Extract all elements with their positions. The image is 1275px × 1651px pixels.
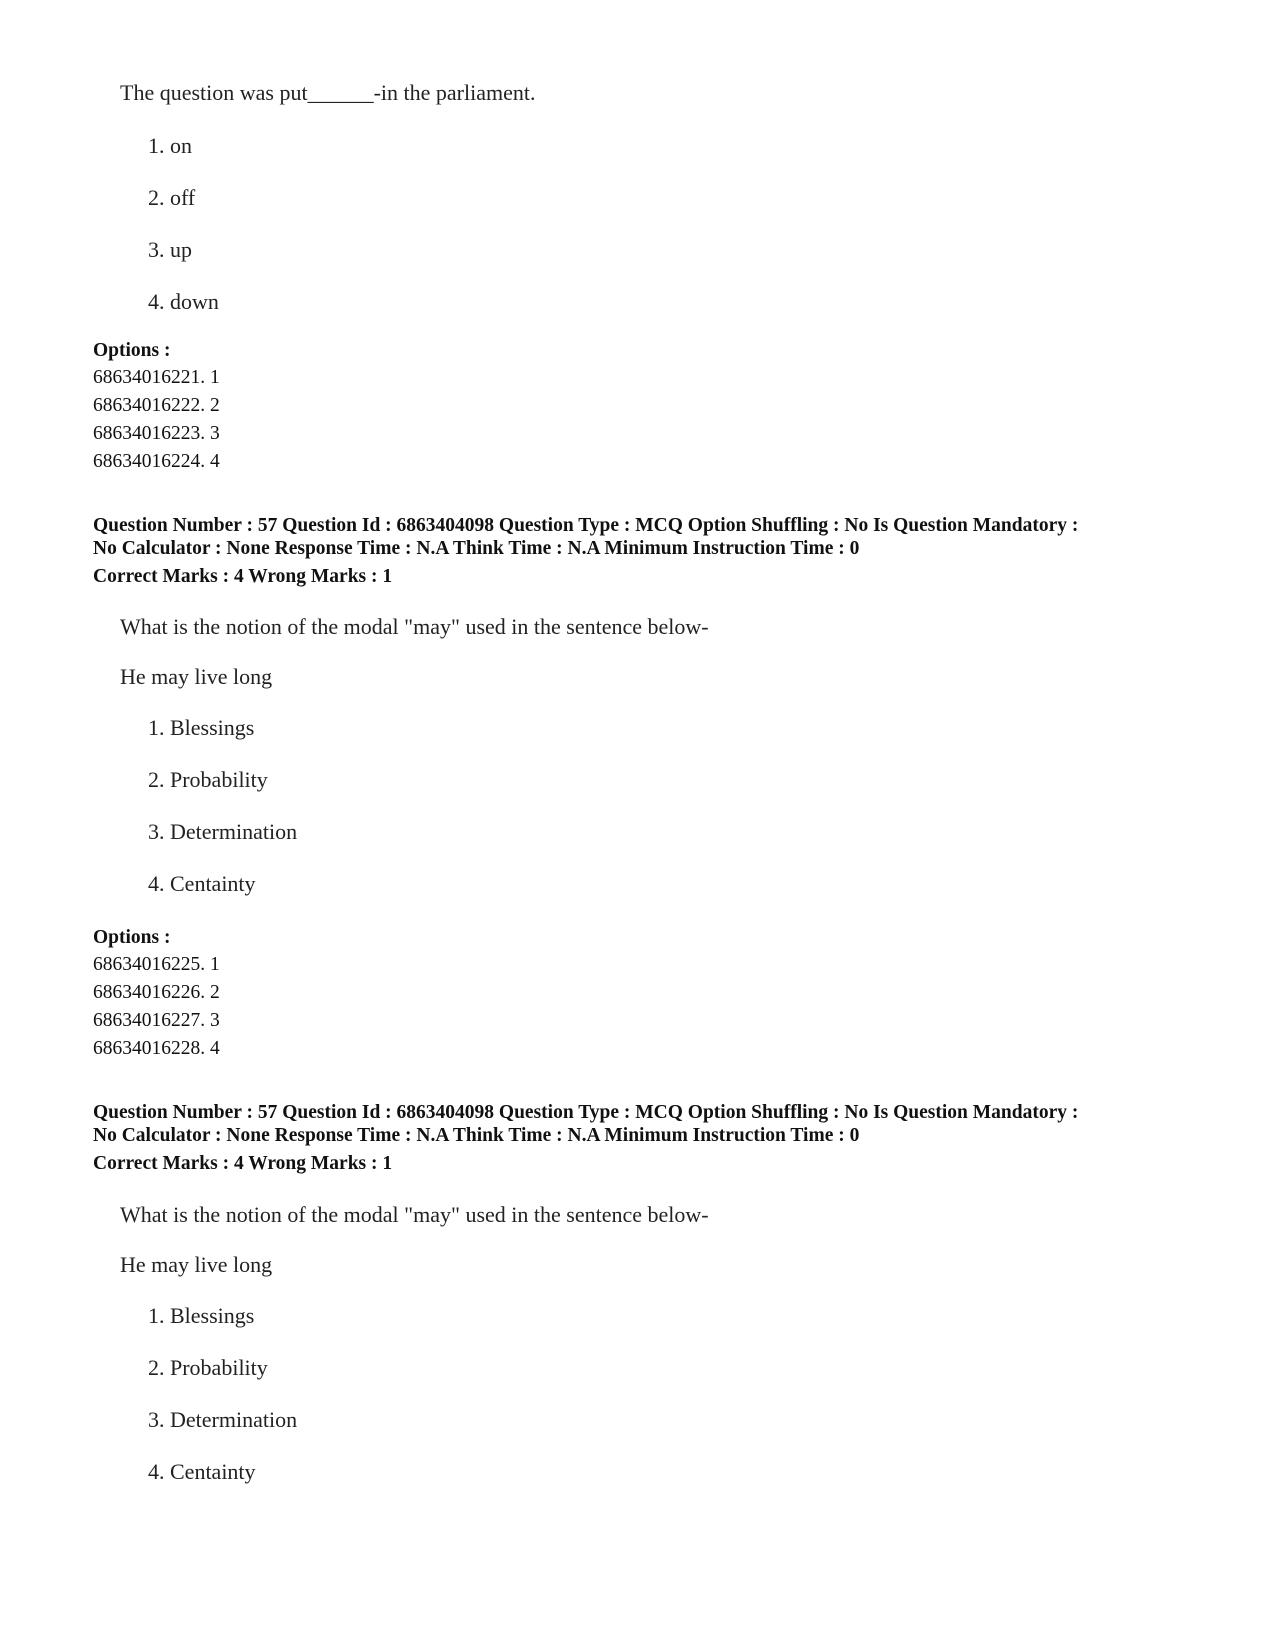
choice-3: 3. Determination <box>148 819 298 844</box>
option-id-2: 68634016226. 2 <box>93 982 220 1003</box>
options-heading: Options : <box>93 340 171 361</box>
choice-4: 4. down <box>148 289 219 314</box>
option-id-3: 68634016227. 3 <box>93 1010 220 1031</box>
question-meta-line-1: Question Number : 57 Question Id : 6863404098 Question Type : MCQ Option Shuffling : No Is Question Mandatory : <box>93 1102 1079 1123</box>
option-id-2: 68634016222. 2 <box>93 395 220 416</box>
question-stem: The question was put______-in the parliament. <box>120 80 536 105</box>
choice-1: 1. Blessings <box>148 1303 255 1328</box>
option-id-4: 68634016228. 4 <box>93 1038 220 1059</box>
choice-1: 1. Blessings <box>148 715 255 740</box>
question-marks: Correct Marks : 4 Wrong Marks : 1 <box>93 566 393 587</box>
question-meta-line-2: No Calculator : None Response Time : N.A Think Time : N.A Minimum Instruction Time : 0 <box>93 538 860 559</box>
choice-2: 2. Probability <box>148 767 268 792</box>
choice-4: 4. Centainty <box>148 1459 256 1484</box>
choice-3: 3. Determination <box>148 1407 298 1432</box>
question-stem: What is the notion of the modal "may" used in the sentence below- <box>120 1202 709 1227</box>
choice-2: 2. off <box>148 185 196 210</box>
question-sentence: He may live long <box>120 1252 273 1277</box>
question-meta-line-1: Question Number : 57 Question Id : 6863404098 Question Type : MCQ Option Shuffling : No Is Question Mandatory : <box>93 515 1079 536</box>
option-id-3: 68634016223. 3 <box>93 423 220 444</box>
question-sentence: He may live long <box>120 664 273 689</box>
choice-4: 4. Centainty <box>148 871 256 896</box>
choice-1: 1. on <box>148 133 192 158</box>
option-id-4: 68634016224. 4 <box>93 451 220 472</box>
question-meta-line-2: No Calculator : None Response Time : N.A Think Time : N.A Minimum Instruction Time : 0 <box>93 1125 860 1146</box>
options-heading: Options : <box>93 927 171 948</box>
question-marks: Correct Marks : 4 Wrong Marks : 1 <box>93 1153 393 1174</box>
question-stem: What is the notion of the modal "may" used in the sentence below- <box>120 614 709 639</box>
choice-2: 2. Probability <box>148 1355 268 1380</box>
option-id-1: 68634016221. 1 <box>93 367 220 388</box>
option-id-1: 68634016225. 1 <box>93 954 220 975</box>
choice-3: 3. up <box>148 237 192 262</box>
